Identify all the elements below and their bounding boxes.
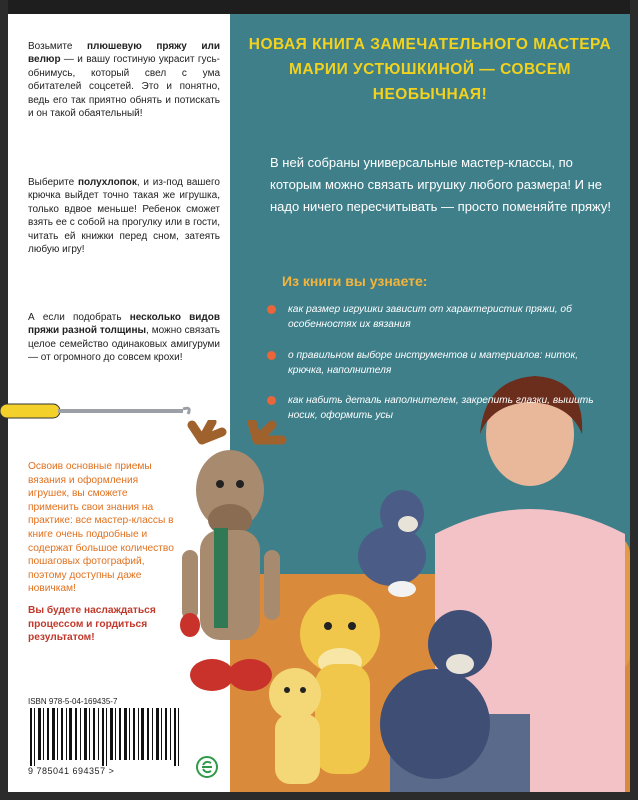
bullet-dot-icon — [267, 351, 276, 360]
publisher-logo-icon — [196, 756, 218, 778]
bold-part: несколько видов пряжи разной толщины — [28, 312, 221, 337]
bullet-text: как набить деталь наполнителем, закрепить глазки, вышить носик, оформить усы — [288, 395, 594, 421]
left-paragraph-2 — [28, 176, 220, 256]
text-part: , можно связать целое семейство одинаковых амигуруми — от огромного до совсем крохи! — [28, 325, 220, 364]
left-paragraph-4: Освоив основные приемы вязания и оформления игрушек, вы сможете применить свои знания на практике: все мастер-классы в книге очень подробные и содержат большое количество пошаговых фотографий, поэтому доступны даже новичкам! — [28, 461, 174, 595]
barcode-number: 9 785041 694357 > — [28, 766, 115, 776]
text-part: Выберите — [28, 177, 78, 188]
bottom-edge — [0, 792, 638, 800]
bullet-text: о правильном выборе инструментов и материалов: ниток, крючка, наполнителя — [288, 350, 579, 376]
bullet-text: как размер игрушки зависит от характеристик пряжи, об особенностях их вязания — [288, 304, 572, 330]
bullet-dot-icon — [267, 396, 276, 405]
text-part: , и из-под вашего крючка выйдет точно такая же игрушка, только вдвое меньше! Ребенок сможет взять ее с собой на прогулку или в гости, читать ей книжки перед сном, затеять любую игру! — [28, 177, 220, 256]
cover-title: НОВАЯ КНИГА ЗАМЕЧАТЕЛЬНОГО МАСТЕРА МАРИИ УСТЮШКИНОЙ — СОВСЕМ НЕОБЫЧНАЯ! — [248, 36, 612, 103]
crochet-hook-icon — [0, 396, 200, 426]
moose-toy — [172, 420, 292, 700]
text-part: Возьмите — [28, 41, 87, 52]
left-paragraph-1 — [28, 40, 220, 120]
intro-text: В ней собраны универсальные мастер-классы, по которым можно связать игрушку любого размера! И не надо ничего пересчитывать — просто поменяйте пряжу! — [270, 155, 611, 214]
learn-heading: Из книги вы узнаете: — [282, 273, 428, 289]
bullet-dot-icon — [267, 305, 276, 314]
right-edge — [630, 0, 638, 800]
isbn-text: ISBN 978-5-04-169435-7 — [28, 697, 118, 706]
bold-part: плюшевую пряжу или велюр — [28, 41, 220, 66]
text-part: А если подобрать — [28, 312, 130, 323]
barcode-icon — [28, 708, 186, 766]
bold-part: полухлопок — [78, 177, 137, 188]
text-part: — и вашу гостиную украсит гусь-обнимусь, который свел с ума обитателей соцсетей. Это и понятно, ведь его так приятно обнять и потискать и он такой обаятельный! — [28, 54, 220, 120]
left-paragraph-5: Вы будете наслаждаться процессом и гордиться результатом! — [28, 605, 156, 644]
top-edge — [0, 0, 638, 14]
left-paragraph-3 — [28, 311, 220, 365]
